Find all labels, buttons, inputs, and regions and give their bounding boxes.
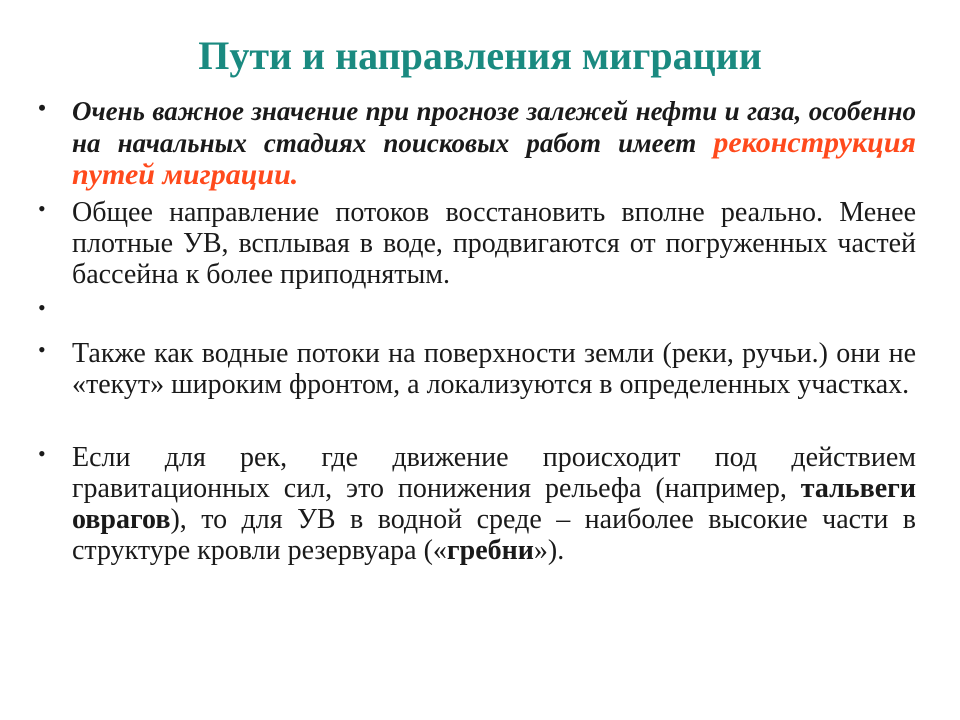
bullet-text-part: Если для рек, где движение происходит под действием гравитационных сил, это понижения рельефа (например, bbox=[72, 442, 916, 504]
bullet-text: Очень важное значение при прогнозе залежей нефти и газа, особенно на начальных стадиях поисковых работ имеет bbox=[72, 96, 916, 158]
bullet-item bbox=[34, 442, 916, 566]
bullet-text: Также как водные потоки на поверхности земли (реки, ручьи.) они не «текут» широким фронтом, а локализуются в определенных участках. bbox=[72, 338, 916, 400]
bullet-dot-icon: • bbox=[38, 95, 46, 120]
slide-title: Пути и направления миграции bbox=[198, 33, 762, 78]
bullet-bold-term: гребни bbox=[446, 535, 534, 566]
bullet-accent-text: реконструкция путей миграции. bbox=[72, 126, 916, 191]
bullet-text-part: ), то для УВ в водной среде – наиболее высокие части в структуре кровли резервуара (« bbox=[72, 504, 916, 566]
bullet-text: Общее направление потоков восстановить вполне реально. Менее плотные УВ, всплывая в воде, продвигаются от погруженных частей бассейна к более приподнятым. bbox=[72, 197, 916, 290]
bullet-dot-icon: • bbox=[38, 196, 46, 221]
bullet-list bbox=[34, 96, 916, 566]
bullet-item-empty bbox=[34, 296, 916, 327]
bullet-item bbox=[34, 338, 916, 400]
bullet-item bbox=[34, 96, 916, 191]
bullet-bold-term: тальвеги оврагов bbox=[72, 473, 916, 535]
bullet-dot-icon: • bbox=[38, 337, 46, 362]
bullet-dot-icon: • bbox=[38, 441, 46, 466]
bullet-dot-icon: • bbox=[38, 295, 46, 320]
bullet-text-part: »). bbox=[533, 535, 565, 566]
bullet-item bbox=[34, 197, 916, 290]
